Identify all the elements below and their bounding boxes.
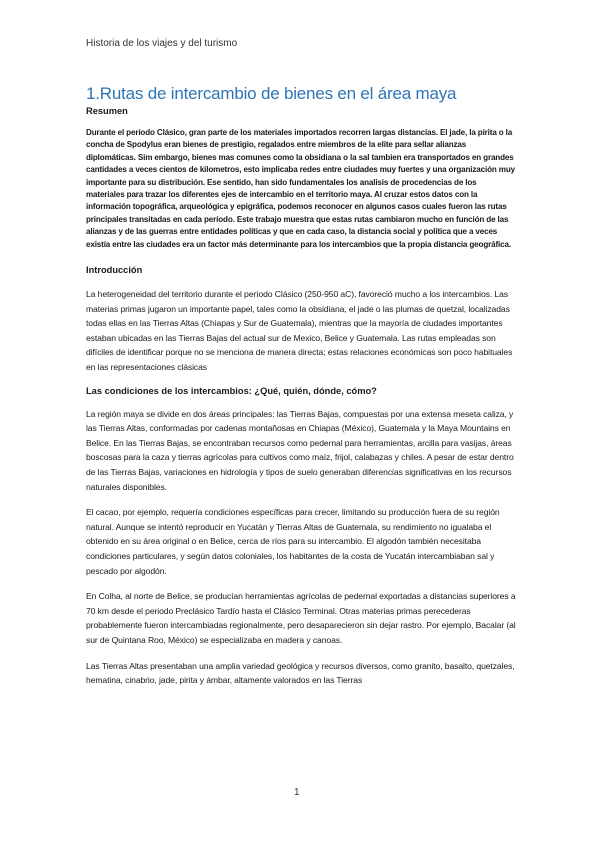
condiciones-paragraph: La región maya se divide en dos áreas principales: las Tierras Bajas, compuestas por una extensa meseta caliza, y las Tierras Altas, conformadas por cadenas montañosas en Chiapas (México), Guatemala y la Maya Mountains en Belice. En las Tierras Bajas, se encontraban recursos como pedernal para herramientas, arcilla para vasijas, áreas boscosas para la caza y tierras agrícolas para cultivos como maíz, frijol, calabazas y chiles. A pesar de estar dentro de las Tierras Bajas, variaciones en hidrología y tipos de suelo generaban diferencias significativas en los recursos naturales disponibles. (86, 408, 514, 492)
condiciones-paragraph: En Colha, al norte de Belice, se producían herramientas agrícolas de pedernal exportadas a distancias superiores a 70 km desde el periodo Preclásico Tardío hasta el Clásico Terminal. Otras materias primas perecederas probablemente fueron intercambiadas regionalmente, pero desaparecieron sin dejar rastro. Por ejemplo, Bacalar (al sur de Quintana Roo, México) se especializaba en madera y canoas. (86, 591, 516, 645)
page-number: 1 (294, 787, 300, 798)
document-title: 1.Rutas de intercambio de bienes en el área maya (86, 84, 457, 103)
running-header: Historia de los viajes y del turismo (86, 38, 238, 49)
introduccion-heading: Introducción (86, 265, 143, 276)
condiciones-paragraph: Las Tierras Altas presentaban una amplia variedad geológica y recursos diversos, como granito, basalto, quetzales, hematina, cinabrio, jade, pirita y ámbar, altamente valorados en las Tierras (86, 660, 515, 686)
condiciones-heading: Las condiciones de los intercambios: ¿Qué, quién, dónde, cómo? (86, 385, 377, 396)
document-body (86, 106, 516, 699)
resumen-heading: Resumen (86, 106, 128, 116)
condiciones-paragraph: El cacao, por ejemplo, requería condiciones específicas para crecer, limitando su producción fuera de su región natural. Aunque se intentó reproducir en Yucatán y Tierras Altas de Guatemala, su rendimiento no igualaba el obtenido en su área original o en Belice, cerca de ríos para su intercambio. El algodón también necesitaba condiciones particulares, y según datos coloniales, los habitantes de la costa de Yucatán intercambiaban sal y pescado por algodón. (86, 507, 500, 576)
introduccion-text: La heterogeneidad del territorio durante el período Clásico (250-950 aC), favoreció mucho a los intercambios. Las materias primas jugaron un importante papel, tales como la obsidiana, el jade o las plumas de quetzal, localizadas todas ellas en las Tierras Altas (Chiapas y Sur de Guatemala), mientras que la mayoría de ciudades importantes estaban ubicadas en las Tierras Bajas del actual sur de Mexico, Belice y Guatemala. Las rutas empleadas son difíciles de identificar porque no se menciona de manera directa; estas relaciones económicas son poco habituales en las representaciones clásicas (86, 289, 513, 373)
resumen-text: Durante el período Clásico, gran parte de los materiales importados recorren largas distancias. El jade, la pirita o la concha de Spodylus eran bienes de prestigio, regalados entre miembros de la elite para sellar alianzas diplomáticas. Sim embargo, bienes mas comunes como la obsidiana o la sal tambien era transportados en grandes cantidades a veces cientos de kilometros, esto implicaba redes entre ciudades muy fuertes y una organización muy importante para su distribución. Ese sentido, han sido fundamentales los analisis de procedencias de los materiales para trazar los diferentes ejes de intercambio en el territorio maya. Al cruzar estos datos con la información topográfica, arqueológica y epigráfica, podemos reconocer en algunos casos cuales fueron las rutas principales transitadas en cada período. Este trabajo muestra que estas rutas cambiaron mucho en función de las alianzas y de las guerras entre entidades políticas y que en cada caso, la distancia social y política que a veces existía entre las ciudades era un factor más determinante para los intercambios que la propia distancia geográfica. (86, 128, 515, 249)
